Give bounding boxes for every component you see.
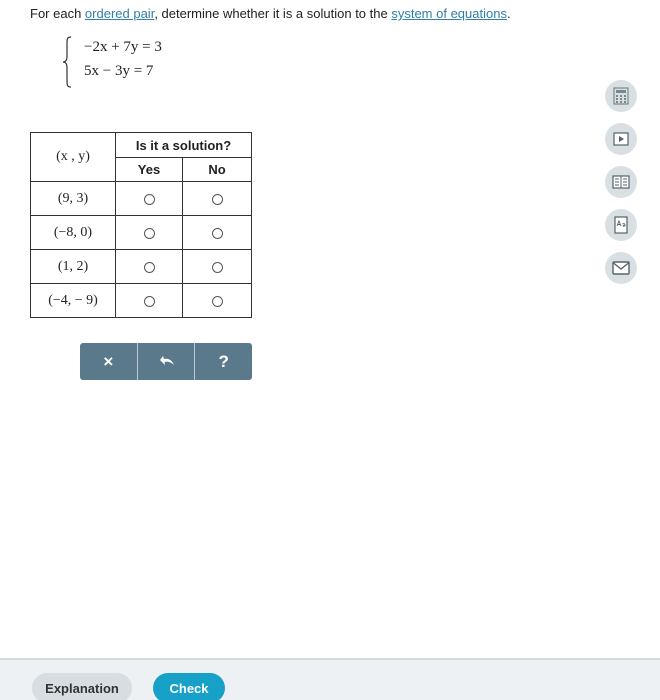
- toolbar-divider: [194, 343, 195, 380]
- no-cell: [183, 250, 252, 284]
- undo-icon: [157, 355, 175, 369]
- check-button[interactable]: Check: [153, 673, 225, 700]
- prompt-text-end: .: [506, 6, 511, 21]
- yes-cell: [116, 284, 183, 318]
- clear-button[interactable]: [80, 343, 137, 380]
- ordered-pair-cell: (−4, − 9): [31, 284, 116, 318]
- no-cell: [183, 216, 252, 250]
- table-row: [31, 250, 252, 284]
- system-of-equations: [62, 36, 182, 88]
- yes-radio[interactable]: [144, 296, 155, 307]
- help-icon: ?: [218, 351, 229, 371]
- footer-bar: [0, 658, 660, 700]
- ordered-pair-cell: (9, 3): [31, 182, 116, 216]
- table-row: [31, 284, 252, 318]
- table-row: [31, 216, 252, 250]
- message-button[interactable]: [605, 252, 637, 284]
- yes-cell: [116, 216, 183, 250]
- no-radio[interactable]: [212, 296, 223, 307]
- yes-column-header: Yes: [116, 158, 183, 182]
- left-brace-icon: [62, 36, 72, 88]
- yes-cell: [116, 250, 183, 284]
- mail-icon: [612, 261, 630, 275]
- explanation-button[interactable]: Explanation: [32, 673, 132, 700]
- ordered-pair-cell: (−8, 0): [31, 216, 116, 250]
- calculator-icon: [613, 87, 629, 105]
- no-column-header: No: [183, 158, 252, 182]
- video-button[interactable]: [605, 123, 637, 155]
- question-prompt: [30, 6, 511, 21]
- no-cell: [183, 182, 252, 216]
- calculator-button[interactable]: [605, 80, 637, 112]
- ordered-pair-cell: (1, 2): [31, 250, 116, 284]
- table-row: [31, 182, 252, 216]
- no-cell: [183, 284, 252, 318]
- video-icon: [613, 132, 629, 146]
- text-icon: [614, 216, 628, 234]
- yes-radio[interactable]: [144, 228, 155, 239]
- pair-column-header: (x , y): [31, 133, 116, 182]
- prompt-text-middle: , determine whether it is a solution to the: [154, 6, 392, 21]
- toolbar-divider: [137, 343, 138, 380]
- answer-toolbar: [80, 343, 252, 380]
- system-of-equations-link[interactable]: system of equations: [391, 6, 507, 21]
- no-radio[interactable]: [212, 194, 223, 205]
- help-button[interactable]: [195, 343, 252, 380]
- yes-cell: [116, 182, 183, 216]
- ordered-pair-link[interactable]: ordered pair: [84, 6, 155, 21]
- equation-1: −2x + 7y = 3: [84, 39, 162, 55]
- book-icon: [612, 175, 630, 189]
- clear-icon: ×: [103, 351, 114, 371]
- undo-button[interactable]: [138, 343, 195, 380]
- no-radio[interactable]: [212, 228, 223, 239]
- glossary-button[interactable]: [605, 209, 637, 241]
- ebook-button[interactable]: [605, 166, 637, 198]
- prompt-text-start: For each: [30, 6, 85, 21]
- yes-radio[interactable]: [144, 262, 155, 273]
- equation-2: 5x − 3y = 7: [84, 63, 154, 79]
- no-radio[interactable]: [212, 262, 223, 273]
- solution-table: [30, 132, 252, 318]
- yes-radio[interactable]: [144, 194, 155, 205]
- solution-column-header: Is it a solution?: [116, 133, 252, 158]
